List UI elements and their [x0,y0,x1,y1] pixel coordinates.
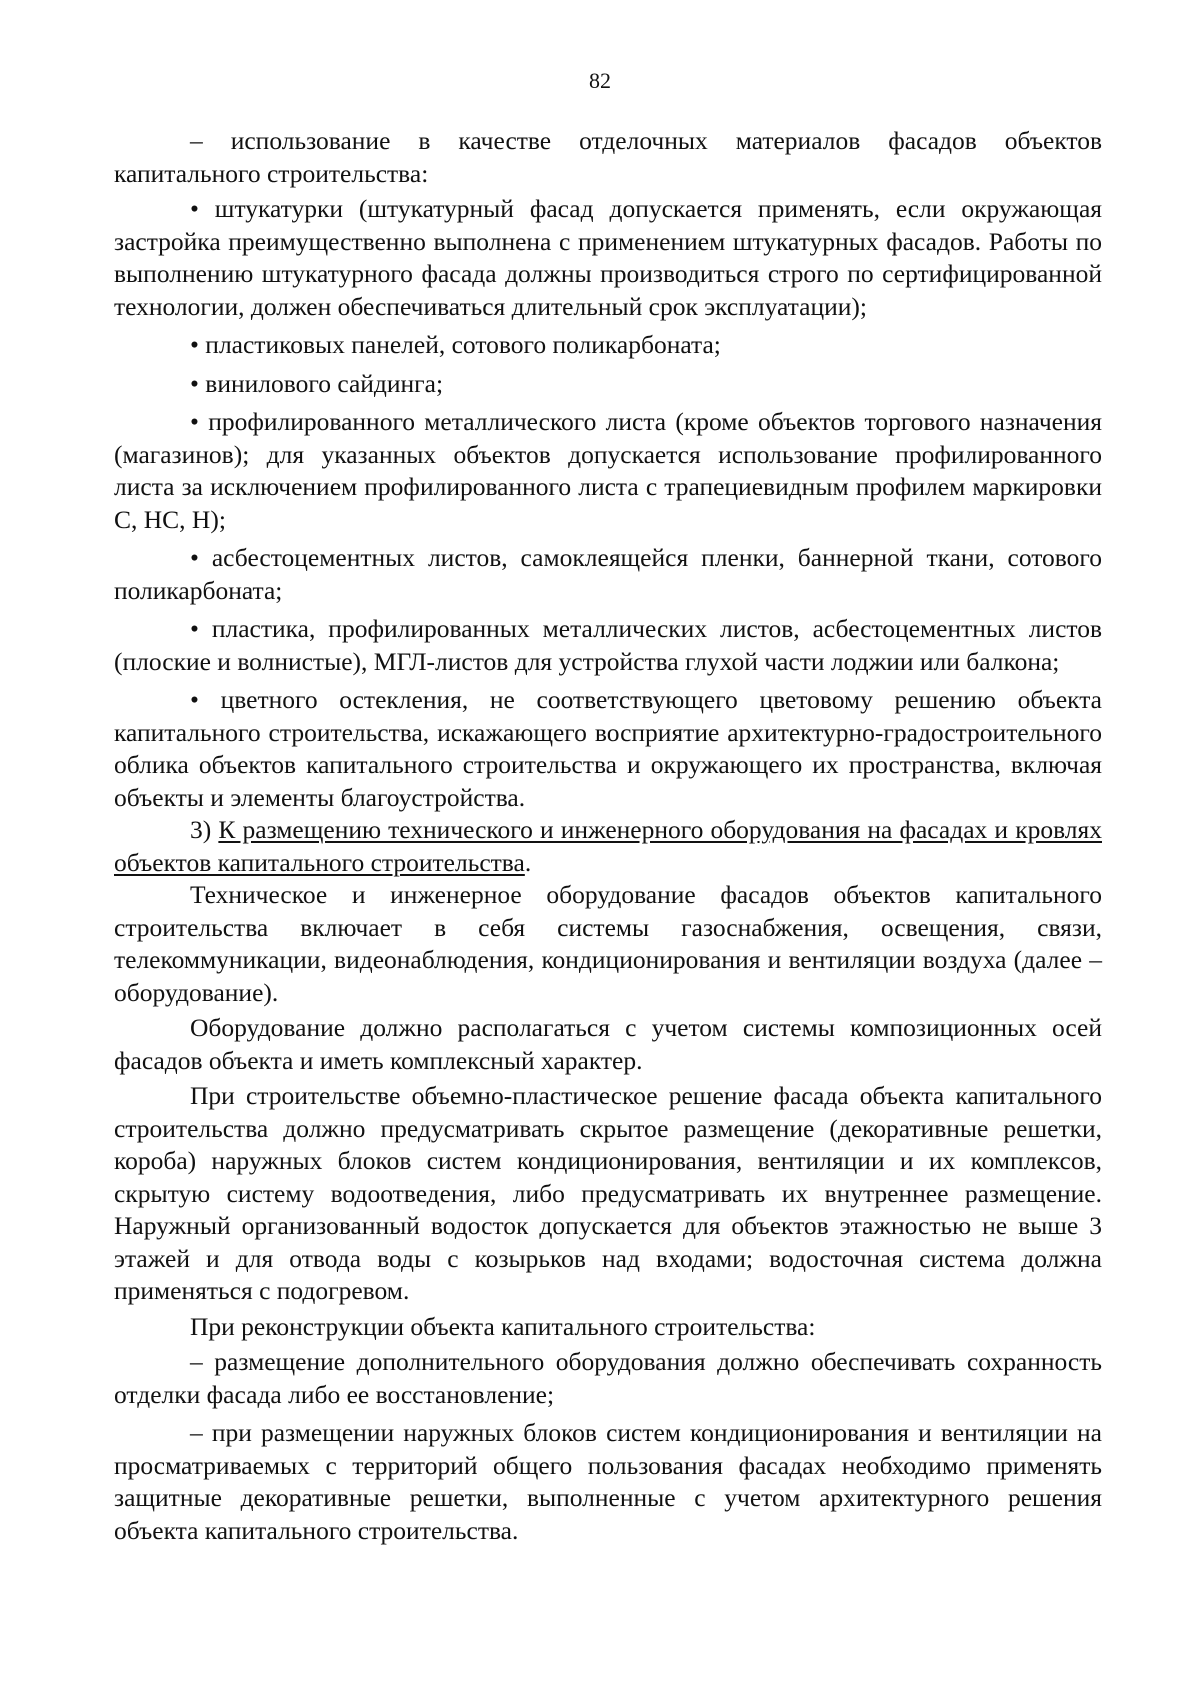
section-3-number: 3) [190,815,212,844]
list-item-profiled-sheet: • профилированного металлического листа (кроме объектов торгового назначения (магазинов); для указанных объектов допускается использование профилированного листа за исключением профилированного листа с трапециевидным профилем маркировки С, НС, Н); [114,407,1102,534]
paragraph-facade-materials-intro: – использование в качестве отделочных материалов фасадов объектов капитального строительства: [114,126,1102,188]
list-item-vinyl-siding: • винилового сайдинга; [190,368,444,398]
list-item-plastic-loggia: • пластика, профилированных металлических листов, асбестоцементных листов (плоские и волнистые), МГЛ-листов для устройства глухой части лоджии или балкона; [114,614,1102,676]
section-3-heading: 3) К размещению технического и инженерного оборудования на фасадах и кровлях объектов капитального строительства. [114,815,1102,877]
paragraph-equipment-placement: Оборудование должно располагаться с учетом системы композиционных осей фасадов объекта и иметь комплексный характер. [114,1013,1102,1075]
list-item-colored-glazing: • цветного остекления, не соответствующего цветовому решению объекта капитального строительства, искажающего восприятие архитектурно-градостроительного облика объектов капитального строительства и окружающего их пространства, включая объекты и элементы благоустройства. [114,685,1102,812]
list-item-outdoor-units: – при размещении наружных блоков систем кондиционирования и вентиляции на просматриваемых с территорий общего пользования фасадах необходимо применять защитные декоративные решетки, выполненные с учетом архитектурного решения объекта капитального строительства. [114,1418,1102,1545]
list-item-plastic-panels: • пластиковых панелей, сотового поликарбоната; [190,330,721,359]
document-body [114,125,1102,1547]
paragraph-equipment-definition: Техническое и инженерное оборудование фасадов объектов капитального строительства включает в себя системы газоснабжения, освещения, связи, телекоммуникации, видеонаблюдения, кондиционирования и вентиляции воздуха (далее – оборудование). [114,880,1102,1007]
page-number: 82 [589,68,611,93]
section-3-title: К размещению технического и инженерного оборудования на фасадах и кровлях объектов капитального строительства [114,815,1102,877]
paragraph-reconstruction-intro: При реконструкции объекта капитального строительства: [190,1311,816,1341]
list-item-plaster: • штукатурки (штукатурный фасад допускается применять, если окружающая застройка преимущественно выполнена с применением штукатурных фасадов. Работы по выполнению штукатурного фасада должны производиться строго по сертифицированной технологии, должен обеспечиваться длительный срок эксплуатации); [114,194,1102,321]
list-item-asbestos-sheets: • асбестоцементных листов, самоклеящейся пленки, баннерной ткани, сотового поликарбоната; [114,543,1102,605]
paragraph-construction-requirements: При строительстве объемно-пластическое решение фасада объекта капитального строительства должно предусматривать скрытое размещение (декоративные решетки, короба) наружных блоков систем кондиционирования, вентиляции и их комплексов, скрытую систему водоотведения, либо предусматривать их внутреннее размещение. Наружный организованный водосток допускается для объектов этажностью не выше 3 этажей и для отвода воды с козырьков над входами; водосточная система должна применяться с подогревом. [114,1081,1102,1305]
list-item-additional-equipment: – размещение дополнительного оборудования должно обеспечивать сохранность отделки фасада либо ее восстановление; [114,1347,1102,1409]
